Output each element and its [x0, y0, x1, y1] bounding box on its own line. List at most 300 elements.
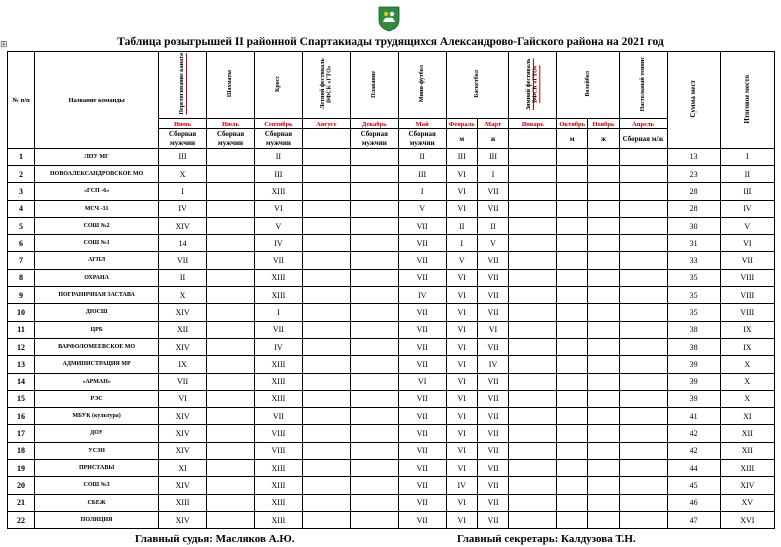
result-cell: VII: [398, 408, 446, 425]
result-cell: VII: [477, 373, 508, 390]
row-number: 14: [8, 373, 35, 390]
result-cell: IV: [159, 200, 207, 217]
result-cell: V: [254, 217, 302, 234]
sum-cell: 35: [667, 304, 720, 321]
result-cell: [207, 183, 255, 200]
result-cell: VII: [398, 356, 446, 373]
result-cell: [207, 373, 255, 390]
result-cell: VII: [398, 252, 446, 269]
result-cell: [350, 148, 398, 165]
table-row: [8, 304, 775, 321]
header-kind: Сборная м/ж: [619, 129, 667, 149]
result-cell: VII: [398, 235, 446, 252]
team-name: УСЗН: [35, 442, 159, 459]
result-cell: [619, 148, 667, 165]
row-number: 16: [8, 408, 35, 425]
result-cell: [557, 287, 588, 304]
result-cell: VII: [398, 269, 446, 286]
result-cell: VI: [446, 287, 477, 304]
place-cell: XIII: [720, 460, 774, 477]
team-name: СОШ №2: [35, 217, 159, 234]
header-month: Февраль: [446, 119, 477, 129]
team-name: ВАРФОЛОМЕЕВСКОЕ МО: [35, 338, 159, 355]
table-row: [8, 373, 775, 390]
result-cell: [557, 252, 588, 269]
result-cell: [350, 338, 398, 355]
result-cell: [588, 338, 619, 355]
place-cell: IX: [720, 321, 774, 338]
result-cell: [588, 304, 619, 321]
row-number: 20: [8, 477, 35, 494]
sum-cell: 39: [667, 390, 720, 407]
sum-cell: 38: [667, 321, 720, 338]
result-cell: [207, 442, 255, 459]
result-cell: [207, 338, 255, 355]
result-cell: XIII: [254, 477, 302, 494]
place-cell: VIII: [720, 269, 774, 286]
result-cell: [509, 494, 557, 511]
result-cell: [557, 373, 588, 390]
result-cell: XIII: [254, 373, 302, 390]
result-cell: [207, 408, 255, 425]
result-cell: [302, 425, 350, 442]
result-cell: [350, 200, 398, 217]
result-cell: [509, 408, 557, 425]
result-cell: [557, 477, 588, 494]
result-cell: [509, 165, 557, 182]
result-cell: [619, 390, 667, 407]
sum-cell: 44: [667, 460, 720, 477]
result-cell: [619, 477, 667, 494]
result-cell: [207, 304, 255, 321]
result-cell: I: [446, 235, 477, 252]
result-cell: VII: [254, 408, 302, 425]
result-cell: VII: [477, 494, 508, 511]
row-number: 17: [8, 425, 35, 442]
result-cell: [350, 460, 398, 477]
result-cell: X: [159, 165, 207, 182]
table-row: [8, 408, 775, 425]
team-name: РЭС: [35, 390, 159, 407]
result-cell: [207, 477, 255, 494]
result-cell: [588, 442, 619, 459]
result-cell: II: [477, 217, 508, 234]
result-cell: VIII: [254, 442, 302, 459]
result-cell: [557, 442, 588, 459]
table-row: [8, 356, 775, 373]
result-cell: IV: [254, 235, 302, 252]
result-cell: [619, 200, 667, 217]
table-row: [8, 269, 775, 286]
result-cell: II: [398, 148, 446, 165]
row-number: 19: [8, 460, 35, 477]
result-cell: XIII: [254, 356, 302, 373]
result-cell: VI: [477, 321, 508, 338]
row-number: 18: [8, 442, 35, 459]
result-cell: VI: [254, 200, 302, 217]
result-cell: [619, 442, 667, 459]
team-name: АГПЛ: [35, 252, 159, 269]
result-cell: [509, 356, 557, 373]
row-number: 6: [8, 235, 35, 252]
result-cell: [207, 269, 255, 286]
result-cell: VII: [398, 511, 446, 528]
result-cell: XIII: [159, 494, 207, 511]
result-cell: VI: [446, 373, 477, 390]
row-number: 5: [8, 217, 35, 234]
result-cell: IV: [254, 338, 302, 355]
result-cell: XIV: [159, 425, 207, 442]
result-cell: [302, 494, 350, 511]
result-cell: VII: [477, 390, 508, 407]
result-cell: [557, 390, 588, 407]
sum-cell: 39: [667, 373, 720, 390]
team-name: ДЮСШ: [35, 304, 159, 321]
header-sport: Волейбол: [557, 52, 620, 119]
result-cell: [588, 356, 619, 373]
result-cell: [557, 321, 588, 338]
result-cell: VI: [446, 304, 477, 321]
result-cell: [207, 287, 255, 304]
team-name: НОВОАЛЕКСАНДРОВСКОЕ МО: [35, 165, 159, 182]
result-cell: XIII: [254, 511, 302, 528]
header-month: Апрель: [619, 119, 667, 129]
table-row: [8, 494, 775, 511]
result-cell: VIII: [254, 425, 302, 442]
result-cell: VI: [159, 390, 207, 407]
result-cell: V: [477, 235, 508, 252]
result-cell: [302, 338, 350, 355]
result-cell: VI: [446, 390, 477, 407]
result-cell: [207, 217, 255, 234]
result-cell: VI: [446, 494, 477, 511]
header-month: Январь: [509, 119, 557, 129]
team-name: ОХРАНА: [35, 269, 159, 286]
result-cell: [557, 494, 588, 511]
result-cell: [588, 200, 619, 217]
result-cell: VII: [477, 183, 508, 200]
result-cell: IX: [159, 356, 207, 373]
result-cell: [557, 460, 588, 477]
result-cell: VII: [398, 217, 446, 234]
result-cell: [509, 287, 557, 304]
result-cell: [302, 304, 350, 321]
result-cell: [350, 321, 398, 338]
header-sum: Сумма мест: [667, 52, 720, 149]
result-cell: [557, 338, 588, 355]
result-cell: VII: [477, 338, 508, 355]
header-month: Ноябрь: [588, 119, 619, 129]
team-name: АДМИНИСТРАЦИЯ МР: [35, 356, 159, 373]
result-cell: VII: [159, 373, 207, 390]
result-cell: [588, 321, 619, 338]
row-number: 2: [8, 165, 35, 182]
result-cell: [588, 477, 619, 494]
sum-cell: 28: [667, 200, 720, 217]
result-cell: [588, 252, 619, 269]
result-cell: XIV: [159, 304, 207, 321]
result-cell: [207, 321, 255, 338]
sum-cell: 23: [667, 165, 720, 182]
table-row: [8, 425, 775, 442]
row-number: 15: [8, 390, 35, 407]
coat-of-arms-icon: [378, 6, 400, 32]
result-cell: [619, 252, 667, 269]
header-kind: Сборная мужчин: [159, 129, 207, 149]
result-cell: [557, 183, 588, 200]
result-cell: [588, 425, 619, 442]
result-cell: VII: [477, 460, 508, 477]
team-name: СОШ №3: [35, 477, 159, 494]
result-cell: VII: [398, 321, 446, 338]
result-cell: [619, 165, 667, 182]
result-cell: [302, 165, 350, 182]
result-cell: VI: [446, 356, 477, 373]
result-cell: VII: [398, 477, 446, 494]
result-cell: [619, 183, 667, 200]
result-cell: [207, 148, 255, 165]
sum-cell: 13: [667, 148, 720, 165]
row-number: 8: [8, 269, 35, 286]
result-cell: VII: [477, 200, 508, 217]
place-cell: VII: [720, 252, 774, 269]
result-cell: [619, 217, 667, 234]
result-cell: VI: [446, 200, 477, 217]
result-cell: I: [254, 304, 302, 321]
result-cell: [302, 511, 350, 528]
result-cell: [207, 200, 255, 217]
team-name: ДОУ: [35, 425, 159, 442]
result-cell: [207, 235, 255, 252]
result-cell: [619, 287, 667, 304]
chief-secretary: Главный секретарь: Калдузова Т.Н.: [457, 533, 636, 545]
row-number: 21: [8, 494, 35, 511]
result-cell: XIV: [159, 408, 207, 425]
result-cell: II: [446, 217, 477, 234]
place-cell: II: [720, 165, 774, 182]
result-cell: [207, 165, 255, 182]
result-cell: [509, 390, 557, 407]
result-cell: IV: [446, 477, 477, 494]
result-cell: [509, 200, 557, 217]
result-cell: VII: [398, 304, 446, 321]
result-cell: [302, 373, 350, 390]
result-cell: [350, 269, 398, 286]
result-cell: III: [446, 148, 477, 165]
result-cell: [557, 356, 588, 373]
sum-cell: 38: [667, 338, 720, 355]
table-row: [8, 165, 775, 182]
header-kind: ж: [477, 129, 508, 149]
sum-cell: 35: [667, 269, 720, 286]
result-cell: [509, 148, 557, 165]
result-cell: [302, 408, 350, 425]
sum-cell: 41: [667, 408, 720, 425]
header-sport: Плавание: [350, 52, 398, 119]
place-cell: IX: [720, 338, 774, 355]
result-cell: [207, 425, 255, 442]
sum-cell: 42: [667, 442, 720, 459]
table-row: [8, 511, 775, 528]
result-cell: [619, 373, 667, 390]
result-cell: [588, 269, 619, 286]
header-month: Сентябрь: [254, 119, 302, 129]
result-cell: [588, 165, 619, 182]
result-cell: VII: [398, 425, 446, 442]
row-number: 12: [8, 338, 35, 355]
result-cell: VI: [446, 442, 477, 459]
result-cell: VII: [477, 252, 508, 269]
result-cell: [619, 269, 667, 286]
result-cell: IV: [477, 356, 508, 373]
result-cell: [557, 304, 588, 321]
result-cell: VI: [446, 165, 477, 182]
result-cell: [302, 252, 350, 269]
result-cell: [588, 183, 619, 200]
place-cell: I: [720, 148, 774, 165]
result-cell: [350, 356, 398, 373]
result-cell: [302, 269, 350, 286]
result-cell: [509, 321, 557, 338]
result-cell: [619, 425, 667, 442]
sum-cell: 28: [667, 183, 720, 200]
header-kind: м: [557, 129, 588, 149]
result-cell: XII: [159, 321, 207, 338]
header-kind: м: [446, 129, 477, 149]
result-cell: [557, 511, 588, 528]
header-num: № п/п: [8, 52, 35, 149]
header-kind: Сборная мужчин: [398, 129, 446, 149]
table-row: [8, 287, 775, 304]
result-cell: [509, 460, 557, 477]
header-sport: Баскетбол: [446, 52, 509, 119]
header-kind: Сборная мужчин: [254, 129, 302, 149]
result-cell: [557, 408, 588, 425]
table-row: [8, 235, 775, 252]
header-sport: Летний фестиваль ВФСК «ГТО»: [302, 52, 350, 119]
result-cell: [207, 460, 255, 477]
result-cell: [509, 252, 557, 269]
result-cell: [619, 304, 667, 321]
result-cell: [207, 511, 255, 528]
result-cell: [588, 390, 619, 407]
place-cell: XVI: [720, 511, 774, 528]
result-cell: III: [398, 165, 446, 182]
result-cell: [350, 217, 398, 234]
result-cell: [509, 477, 557, 494]
result-cell: VI: [446, 425, 477, 442]
result-cell: VI: [446, 338, 477, 355]
result-cell: [509, 183, 557, 200]
header-kind: ж: [588, 129, 619, 149]
result-cell: [350, 390, 398, 407]
result-cell: [588, 373, 619, 390]
result-cell: V: [398, 200, 446, 217]
place-cell: VIII: [720, 304, 774, 321]
result-cell: II: [159, 269, 207, 286]
result-cell: VI: [446, 460, 477, 477]
result-cell: [619, 408, 667, 425]
result-cell: VI: [446, 269, 477, 286]
result-cell: [350, 511, 398, 528]
row-number: 11: [8, 321, 35, 338]
table-row: [8, 338, 775, 355]
result-cell: [350, 425, 398, 442]
team-name: ЦРБ: [35, 321, 159, 338]
header-kind: Сборная мужчин: [350, 129, 398, 149]
header-team: Название команды: [35, 52, 159, 149]
result-cell: VII: [254, 252, 302, 269]
header-sport: Мини-футбол: [398, 52, 446, 119]
result-cell: [619, 235, 667, 252]
sum-cell: 35: [667, 287, 720, 304]
result-cell: [350, 165, 398, 182]
header-sport: Перетягивание каната: [159, 52, 207, 119]
header-place: Итоговое место: [720, 52, 774, 149]
place-cell: XIV: [720, 477, 774, 494]
table-row: [8, 183, 775, 200]
result-cell: [302, 148, 350, 165]
result-cell: VII: [477, 442, 508, 459]
place-cell: IV: [720, 200, 774, 217]
result-cell: XIII: [254, 183, 302, 200]
result-cell: [619, 511, 667, 528]
result-cell: [619, 494, 667, 511]
result-cell: VI: [446, 183, 477, 200]
result-cell: VI: [446, 511, 477, 528]
table-row: [8, 217, 775, 234]
sum-cell: 45: [667, 477, 720, 494]
table-row: [8, 321, 775, 338]
result-cell: [302, 287, 350, 304]
result-cell: [350, 183, 398, 200]
header-month: Август: [302, 119, 350, 129]
result-cell: [207, 356, 255, 373]
team-name: МСЧ -31: [35, 200, 159, 217]
header-kind: [509, 129, 557, 149]
result-cell: VII: [477, 425, 508, 442]
result-cell: [509, 217, 557, 234]
table-row: [8, 148, 775, 165]
result-cell: [588, 287, 619, 304]
result-cell: [509, 269, 557, 286]
result-cell: [509, 338, 557, 355]
result-cell: I: [398, 183, 446, 200]
result-cell: VI: [398, 373, 446, 390]
result-cell: VI: [446, 408, 477, 425]
result-cell: XIII: [254, 390, 302, 407]
result-cell: XI: [159, 460, 207, 477]
result-cell: VII: [159, 252, 207, 269]
result-cell: [302, 390, 350, 407]
result-cell: [557, 148, 588, 165]
result-cell: [207, 494, 255, 511]
result-cell: XIV: [159, 338, 207, 355]
table-row: [8, 460, 775, 477]
result-cell: XIV: [159, 511, 207, 528]
result-cell: [619, 338, 667, 355]
result-cell: [350, 304, 398, 321]
result-cell: [509, 235, 557, 252]
result-cell: VII: [477, 287, 508, 304]
result-cell: [207, 390, 255, 407]
result-cell: XIII: [254, 460, 302, 477]
result-cell: [619, 321, 667, 338]
result-cell: [557, 217, 588, 234]
result-cell: [350, 494, 398, 511]
result-cell: [302, 356, 350, 373]
place-cell: III: [720, 183, 774, 200]
